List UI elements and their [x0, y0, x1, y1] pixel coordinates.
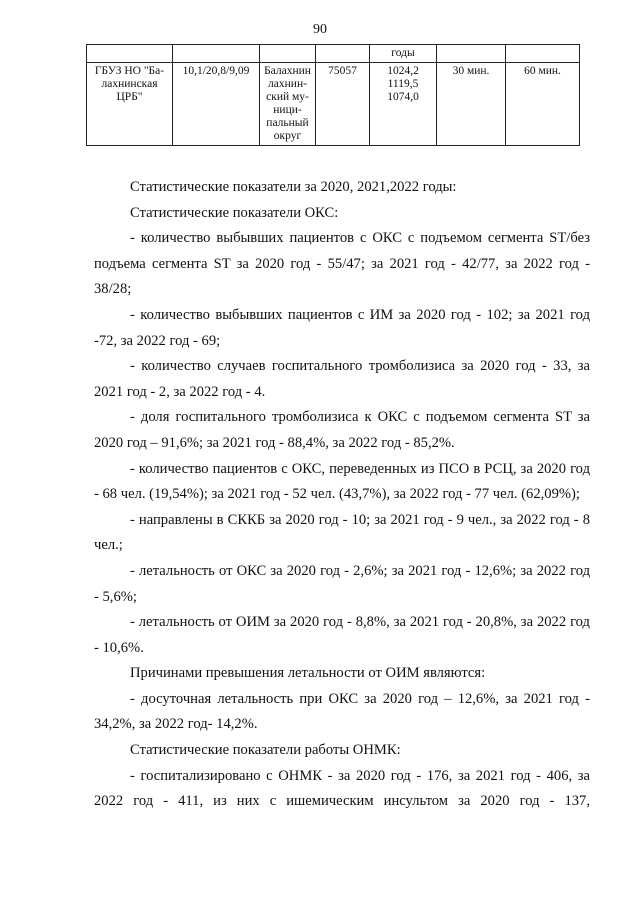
table-cell: годы [370, 45, 437, 63]
paragraph: - количество случаев госпитального тромболизиса за 2020 год - 33, за 2021 год - 2, за 2022 год - 4. [94, 358, 590, 400]
institution-cell: ГБУЗ НО "Ба- лахнинская ЦРБ" [87, 63, 173, 146]
paragraph: - летальность от ОИМ за 2020 год - 8,8%, за 2021 год - 20,8%, за 2022 год - 10,6%. [94, 614, 590, 656]
page-number: 90 [313, 22, 327, 37]
time1-cell: 30 мин. [437, 63, 506, 146]
paragraph: - госпитализировано с ОНМК - за 2020 год - 176, за 2021 год - 406, за 2022 год - 411, из них с ишемическим инсультом за 2020 год - 137, [94, 767, 590, 810]
coords-cell: 10,1/20,8/9,09 [173, 63, 260, 146]
years-cell: 1024,2 1119,5 1074,0 [370, 63, 437, 146]
table-cell [506, 45, 580, 63]
table-header-row [87, 45, 580, 63]
paragraph: - направлены в СККБ за 2020 год - 10; за 2021 год - 9 чел., за 2022 год - 8 чел.; [94, 511, 590, 554]
paragraph: - досуточная летальность при ОКС за 2020 год – 12,6%, за 2021 год - 34,2%, за 2022 год- 14,2%. [94, 690, 590, 733]
paragraph: Статистические показатели за 2020, 2021,2022 годы: [130, 179, 457, 195]
paragraph: - доля госпитального тромболизиса к ОКС с подъемом сегмента ST за 2020 год – 91,6%; за 2021 год - 88,4%, за 2022 год - 85,2%. [94, 409, 590, 451]
table-cell [87, 45, 173, 63]
paragraph: - количество выбывших пациентов с ОКС с подъемом сегмента ST/без подъема сегмента ST за 2020 год - 55/47; за 2021 год - 42/77, за 2022 год - 38/28; [94, 230, 590, 298]
population-cell: 75057 [316, 63, 370, 146]
data-table [86, 44, 580, 146]
paragraph: - летальность от ОКС за 2020 год - 2,6%; за 2021 год - 12,6%; за 2022 год - 5,6%; [94, 562, 590, 605]
body-text [94, 175, 590, 815]
district-cell: Балахнин лахнин- ский му- ници- пальный округ [260, 63, 316, 146]
paragraph: Причинами превышения летальности от ОИМ являются: [130, 665, 486, 682]
paragraph: Статистические показатели работы ОНМК: [130, 742, 401, 759]
table-cell [173, 45, 260, 63]
table-cell [260, 45, 316, 63]
table-cell [316, 45, 370, 63]
paragraph: Статистические показатели ОКС: [130, 204, 339, 221]
paragraph: - количество пациентов с ОКС, переведенных из ПСО в РСЦ, за 2020 год - 68 чел. (19,54%); за 2021 год - 52 чел. (43,7%), за 2022 год - 77 чел. (62,09%); [94, 460, 590, 503]
paragraph: - количество выбывших пациентов с ИМ за 2020 год - 102; за 2021 год -72, за 2022 год - 69; [94, 306, 590, 349]
table-row [87, 63, 580, 146]
table-cell [437, 45, 506, 63]
time2-cell: 60 мин. [506, 63, 580, 146]
